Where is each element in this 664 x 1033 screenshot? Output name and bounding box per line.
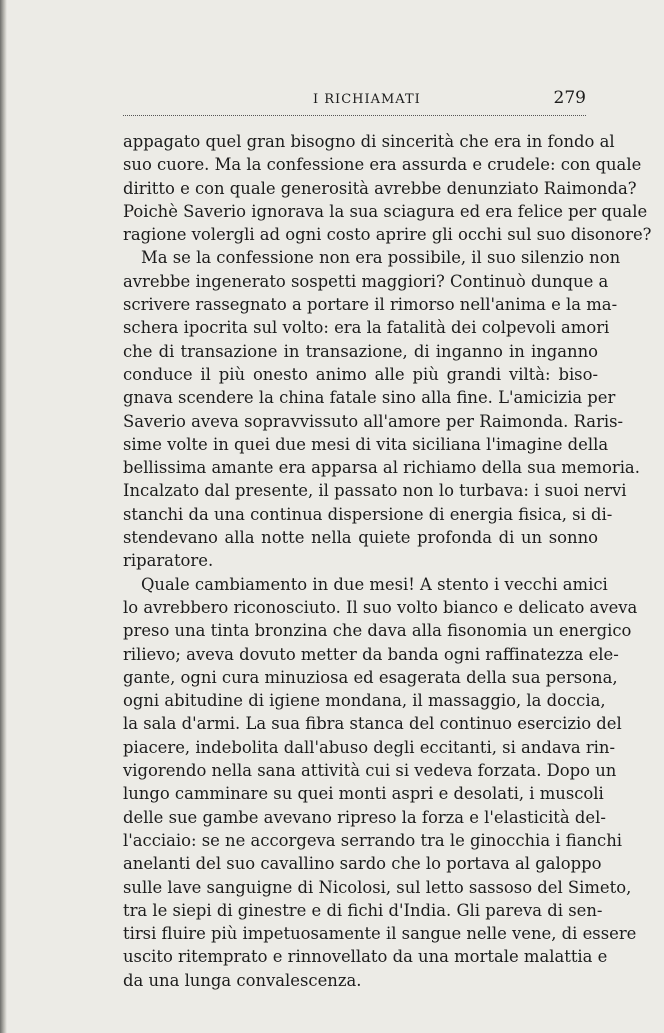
text-line: bellissima amante era apparsa al richiamo della sua memoria. <box>123 458 640 478</box>
page-binding-edge <box>0 0 7 1033</box>
text-line: anelanti del suo cavallino sardo che lo portava al galoppo <box>123 854 602 874</box>
text-line: gnava scendere la china fatale sino alla fine. L'amicizia per <box>123 388 616 408</box>
text-line: sulle lave sanguigne di Nicolosi, sul letto sassoso del Simeto, <box>123 877 632 897</box>
text-line: avrebbe ingenerato sospetti maggiori? Continuò dunque a <box>123 271 609 291</box>
text-line: Saverio aveva sopravvissuto all'amore per Raimonda. Raris- <box>123 411 624 431</box>
text-line: Incalzato dal presente, il passato non lo turbava: i suoi nervi <box>123 481 627 501</box>
text-line: Ma se la confessione non era possibile, il suo silenzio non <box>141 248 621 268</box>
running-title: I RICHIAMATI <box>313 92 421 107</box>
text-line: tirsi fluire più impetuosamente il sangue nelle vene, di essere <box>123 924 637 944</box>
text-line: diritto e con quale generosità avrebbe denunziato Raimonda? <box>123 178 637 198</box>
text-line: delle sue gambe avevano ripreso la forza e l'elasticità del- <box>123 807 606 827</box>
text-line: Quale cambiamento in due mesi! A stento i vecchi amici <box>141 574 608 594</box>
text-line: conduce il più onesto animo alle più grandi viltà: biso- <box>123 364 598 384</box>
text-line: ragione volergli ad ogni costo aprire gli occhi sul suo disonore? <box>123 225 652 245</box>
text-line: rilievo; aveva dovuto metter da banda ogni raffinatezza ele- <box>123 644 619 664</box>
text-line: vigorendo nella sana attività cui si vedeva forzata. Dopo un <box>123 761 617 781</box>
text-line: preso una tinta bronzina che dava alla fisonomia un energico <box>123 621 632 641</box>
running-header <box>123 88 586 114</box>
text-line: piacere, indebolita dall'abuso degli eccitanti, si andava rin- <box>123 737 616 757</box>
page-number: 279 <box>553 88 586 108</box>
text-line: tra le siepi di ginestre e di fichi d'India. Gli pareva di sen- <box>123 900 603 920</box>
text-line: stendevano alla notte nella quiete profonda di un sonno <box>123 528 598 548</box>
text-line: gante, ogni cura minuziosa ed esagerata della sua persona, <box>123 667 618 687</box>
text-line: l'acciaio: se ne accorgeva serrando tra le ginocchia i fianchi <box>123 830 623 850</box>
text-line: da una lunga convalescenza. <box>123 970 362 990</box>
text-line: uscito ritemprato e rinnovellato da una mortale malattia e <box>123 947 608 967</box>
text-line: stanchi da una continua dispersione di energia fisica, si di- <box>123 504 613 524</box>
text-line: sime volte in quei due mesi di vita siciliana l'imagine della <box>123 434 609 454</box>
text-line: suo cuore. Ma la confessione era assurda e crudele: con quale <box>123 155 642 175</box>
header-rule <box>123 115 586 116</box>
text-line: riparatore. <box>123 551 214 571</box>
text-line: Poichè Saverio ignorava la sua sciagura ed era felice per quale <box>123 201 648 221</box>
text-line: appagato quel gran bisogno di sincerità che era in fondo al <box>123 132 615 151</box>
text-line: schera ipocrita sul volto: era la fatalità dei colpevoli amori <box>123 318 610 338</box>
text-line: scrivere rassegnato a portare il rimorso nell'anima e la ma- <box>123 295 618 315</box>
text-line: che di transazione in transazione, di inganno in inganno <box>123 341 598 361</box>
text-line: lungo camminare su quei monti aspri e desolati, i muscoli <box>123 784 604 804</box>
text-line: ogni abitudine di igiene mondana, il massaggio, la doccia, <box>123 691 606 711</box>
text-line: lo avrebbero riconosciuto. Il suo volto bianco e delicato aveva <box>123 597 638 617</box>
text-line: la sala d'armi. La sua fibra stanca del continuo esercizio del <box>123 714 622 734</box>
body-text <box>123 130 652 992</box>
